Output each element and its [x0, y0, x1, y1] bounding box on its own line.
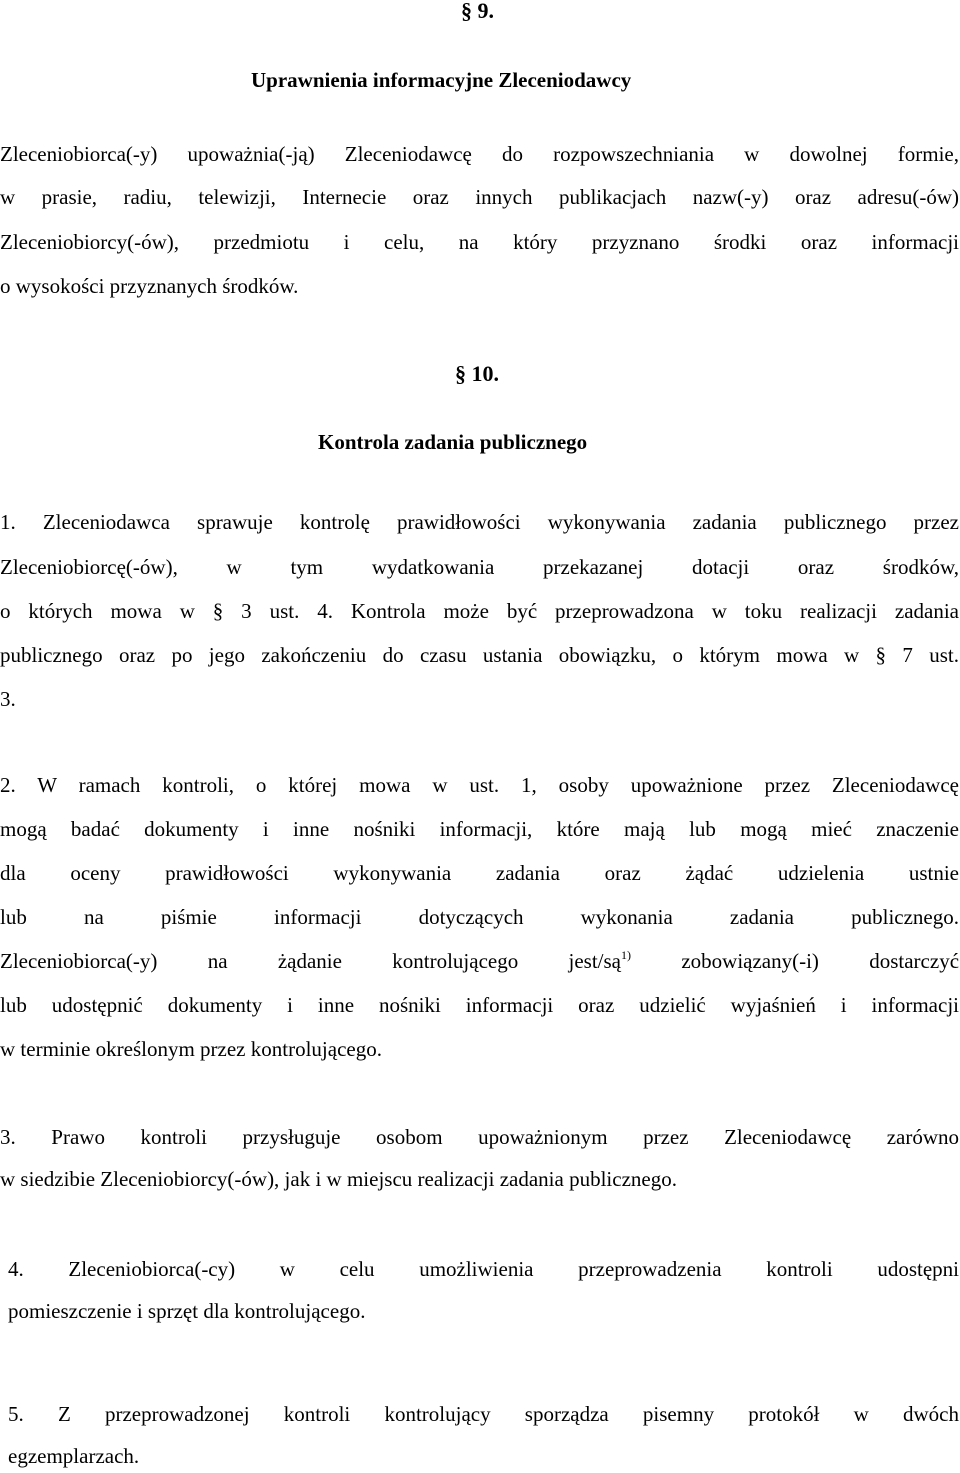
paragraph-1-line-1: 1. Zleceniodawca sprawuje kontrolę prawidłowości wykonywania zadania publicznego przez — [0, 510, 959, 534]
paragraph-2-line-1: 2. W ramach kontroli, o której mowa w ust. 1, osoby upoważnione przez Zleceniodawcę — [0, 773, 959, 797]
paragraph-1-line-4: publicznego oraz po jego zakończeniu do czasu ustania obowiązku, o którym mowa w § 7 ust. — [0, 643, 959, 667]
paragraph-2-line-6: lub udostępnić dokumenty i inne nośniki informacji oraz udzielić wyjaśnień i informacji — [0, 993, 959, 1017]
paragraph-4-line-1: 4. Zleceniobiorca(-cy) w celu umożliwienia przeprowadzenia kontroli udostępni — [8, 1257, 959, 1281]
paragraph-2-line-5-end: zobowiązany(-i) dostarczyć — [681, 949, 959, 973]
paragraph-2-line-3: dla oceny prawidłowości wykonywania zadania oraz żądać udzielenia ustnie — [0, 861, 959, 885]
paragraph-1-line-5: 3. — [0, 687, 16, 711]
paragraph-1-line-3: o których mowa w § 3 ust. 4. Kontrola może być przeprowadzona w toku realizacji zadania — [0, 599, 959, 623]
paragraph-2-line-2: mogą badać dokumenty i inne nośniki informacji, które mają lub mogą mieć znaczenie — [0, 817, 959, 841]
paragraph-2-line-5-start: Zleceniobiorca(-y) na żądanie kontrolującego jest/są — [0, 949, 622, 973]
paragraph-5-line-1: 5. Z przeprowadzonej kontroli kontrolujący sporządza pisemny protokół w dwóch — [8, 1402, 959, 1426]
section-9-line-4: o wysokości przyznanych środków. — [0, 274, 299, 298]
section-9-line-2: w prasie, radiu, telewizji, Internecie oraz innych publikacjach nazw(-y) oraz adresu(-ów) — [0, 185, 959, 209]
paragraph-2-line-4: lub na piśmie informacji dotyczących wykonania zadania publicznego. — [0, 905, 959, 929]
paragraph-3-line-1: 3. Prawo kontroli przysługuje osobom upoważnionym przez Zleceniodawcę zarówno — [0, 1125, 959, 1149]
section-9-title: Uprawnienia informacyjne Zleceniodawcy — [251, 68, 632, 92]
section-9-number: § 9. — [461, 0, 494, 23]
paragraph-3-line-2: w siedzibie Zleceniobiorcy(-ów), jak i w miejscu realizacji zadania publicznego. — [0, 1167, 677, 1191]
footnote-marker: 1) — [621, 948, 632, 962]
paragraph-4-line-2: pomieszczenie i sprzęt dla kontrolującego. — [8, 1299, 366, 1323]
section-9-line-3: Zleceniobiorcy(-ów), przedmiotu i celu, na który przyznano środki oraz informacji — [0, 230, 959, 254]
paragraph-1-line-2: Zleceniobiorcę(-ów), w tym wydatkowania przekazanej dotacji oraz środków, — [0, 555, 959, 579]
paragraph-2-line-5 — [0, 948, 959, 976]
section-9-line-1: Zleceniobiorca(-y) upoważnia(-ją) Zleceniodawcę do rozpowszechniania w dowolnej formie, — [0, 142, 959, 166]
section-10-title: Kontrola zadania publicznego — [318, 430, 588, 454]
paragraph-2-line-7: w terminie określonym przez kontrolującego. — [0, 1037, 382, 1061]
paragraph-5-line-2: egzemplarzach. — [8, 1444, 140, 1468]
section-10-number: § 10. — [455, 361, 499, 386]
